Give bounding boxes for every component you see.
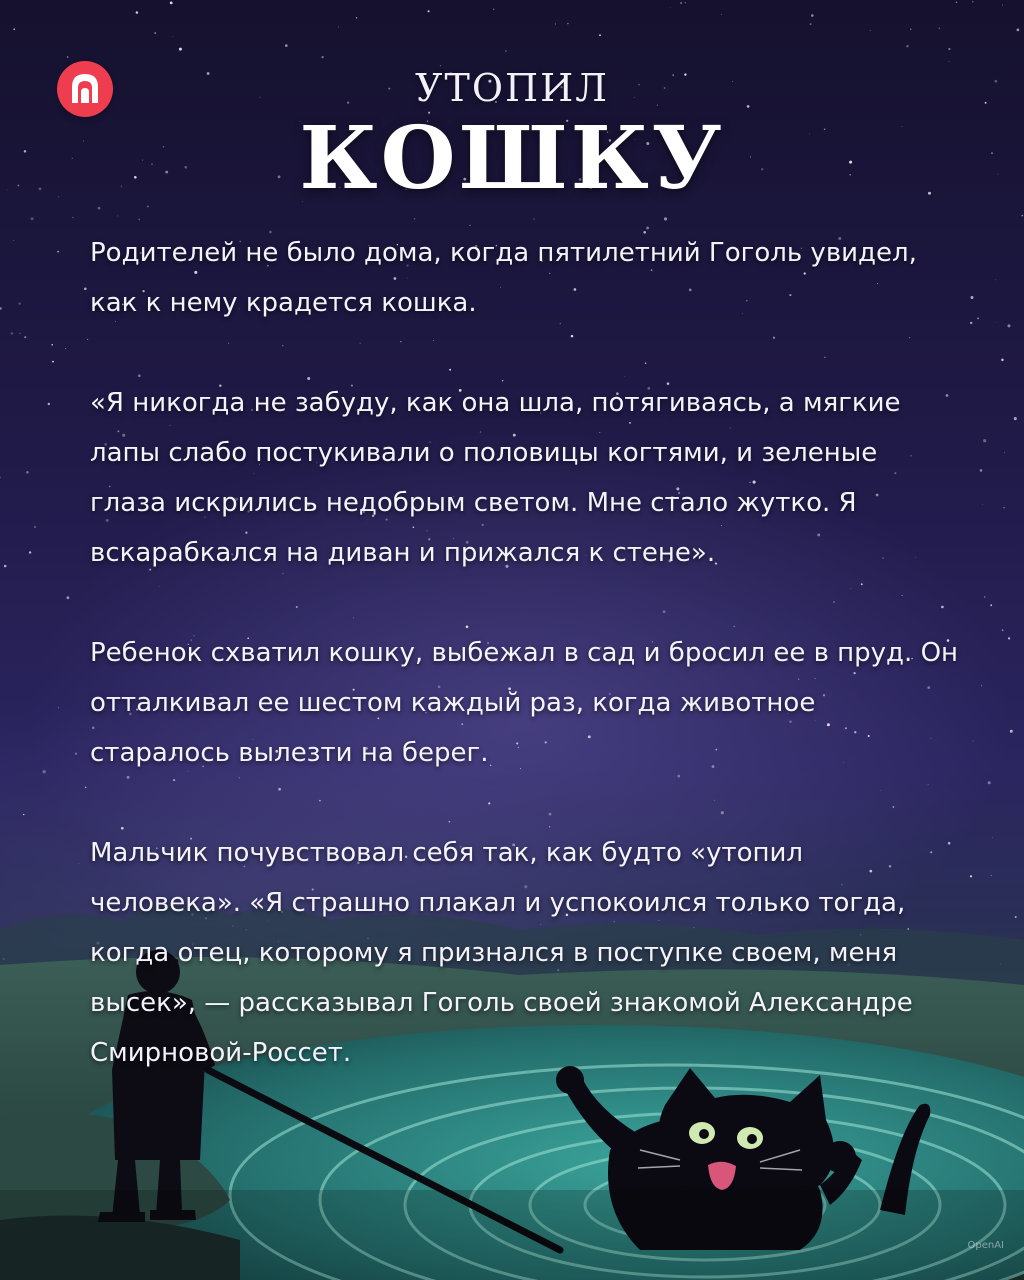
- main-title: КОШКУ: [299, 108, 725, 209]
- image-credit: OpenAI: [967, 1240, 1004, 1251]
- story-text: [90, 228, 960, 1078]
- kicker-title: УТОПИЛ: [415, 66, 609, 110]
- paragraph-2: «Я никогда не забуду, как она шла, потягиваясь, а мягкие лапы слабо постукивали о половицы когтями, и зеленые глаза искрились недобрым светом. Мне стало жутко. Я вскарабкался на диван и прижался к стене».: [90, 388, 901, 568]
- paragraph-4: Мальчик почувствовал себя так, как будто «утопил человека». «Я страшно плакал и успокоился только тогда, когда отец, которому я признался в поступке своем, меня высек», — рассказывал Гоголь своей знакомой Александре Смирновой-Россет.: [90, 838, 913, 1068]
- paragraph-1: Родителей не было дома, когда пятилетний Гоголь увидел, как к нему крадется кошка.: [90, 238, 917, 318]
- paragraph-3: Ребенок схватил кошку, выбежал в сад и бросил ее в пруд. Он отталкивал ее шестом каждый раз, когда животное старалось вылезти на берег.: [90, 638, 959, 768]
